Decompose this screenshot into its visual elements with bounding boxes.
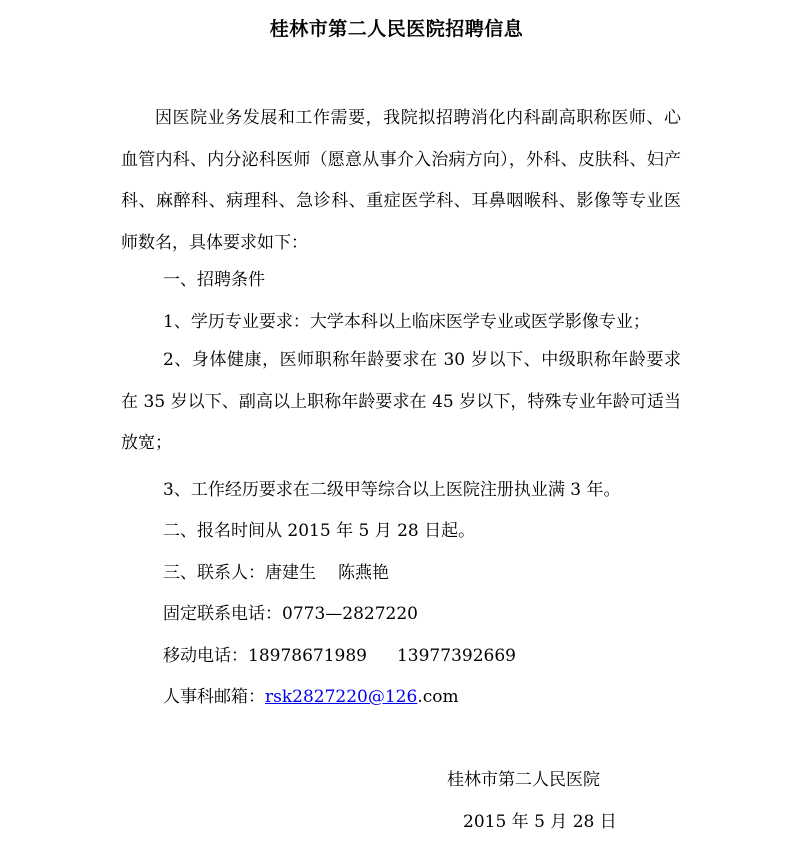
section3-contacts — [163, 559, 389, 587]
mobile-number-1: 18978671989 — [248, 646, 367, 666]
mobile-label: 移动电话： — [163, 646, 248, 666]
landline-label: 固定联系电话： — [163, 604, 282, 624]
email-row — [163, 683, 459, 711]
landline-number: 0773—2827220 — [282, 604, 418, 624]
email-label: 人事科邮箱： — [163, 687, 265, 707]
contact-person-2: 陈燕艳 — [338, 563, 389, 583]
intro-paragraph: 因医院业务发展和工作需要，我院拟招聘消化内科副高职称医师、心血管内科、内分泌科医师（愿意从事介入治病方向），外科、皮肤科、妇产科、麻醉科、病理科、急诊科、重症医学科、耳鼻咽喉科、影像等专业医师数名，具体要求如下： — [121, 108, 681, 253]
contacts-label: 三、联系人： — [163, 563, 265, 583]
signature-org: 桂林市第二人民医院 — [447, 770, 600, 790]
requirement-age: 2、身体健康，医师职称年龄要求在 30 岁以下、中级职称年龄要求在 35 岁以下、副高以上职称年龄要求在 45 岁以下，特殊专业年龄可适当放宽； — [121, 350, 681, 454]
contact-person-1: 唐建生 — [265, 563, 316, 583]
section1-heading: 一、招聘条件 — [163, 270, 265, 290]
email-link[interactable]: rsk2827220@126 — [265, 687, 418, 707]
requirement-education: 1、学历专业要求：大学本科以上临床医学专业或医学影像专业； — [163, 312, 650, 332]
landline-row — [163, 600, 418, 628]
requirement-experience: 3、工作经历要求在二级甲等综合以上医院注册执业满 3 年。 — [163, 480, 621, 500]
section2-registration-time: 二、报名时间从 2015 年 5 月 28 日起。 — [163, 521, 476, 541]
mobile-number-2: 13977392669 — [396, 646, 516, 666]
signature-date: 2015 年 5 月 28 日 — [463, 812, 617, 832]
mobile-row — [163, 642, 516, 670]
page-title: 桂林市第二人民医院招聘信息 — [269, 18, 524, 40]
email-suffix: .com — [417, 687, 459, 707]
